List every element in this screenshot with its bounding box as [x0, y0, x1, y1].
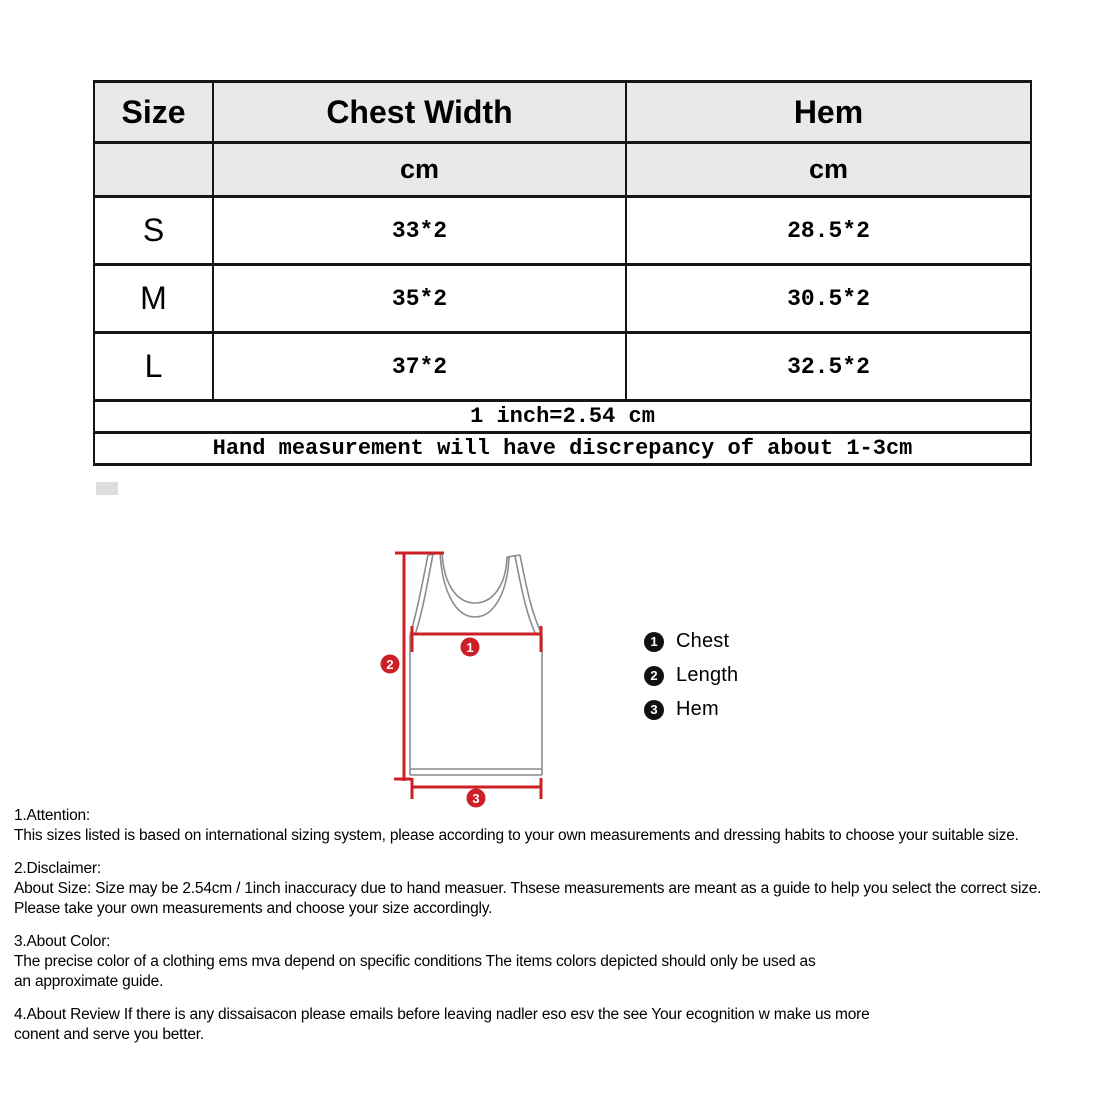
measurement-legend	[644, 630, 738, 732]
svg-text:2: 2	[386, 657, 394, 672]
measurement-lines	[394, 552, 542, 799]
measurement-note: Hand measurement will have discrepancy of about 1-3cm	[94, 433, 1031, 465]
chest-value-cell: 33*2	[213, 197, 626, 265]
garment-outline	[410, 552, 542, 775]
svg-text:1: 1	[466, 640, 474, 655]
conversion-note-row	[94, 401, 1031, 433]
size-cell: S	[94, 197, 213, 265]
note-text: 4.About Review If there is any dissaisacon please emails before leaving nadler eso esv the see Your ecognition w make us more	[14, 1006, 870, 1023]
legend-item-chest	[644, 630, 738, 653]
note-text: This sizes listed is based on international sizing system, please according to your own measurements and dressing habits to choose your suitable size.	[14, 827, 1019, 844]
circled-number-icon: 3	[644, 700, 664, 720]
marker-chest	[461, 638, 480, 657]
notes-block	[14, 806, 1100, 1058]
table-row-m	[94, 265, 1031, 333]
note-disclaimer	[14, 859, 1100, 919]
note-heading: 1.Attention:	[14, 807, 91, 824]
size-cell: M	[94, 265, 213, 333]
table-header-row	[94, 82, 1031, 143]
note-attention	[14, 806, 1100, 846]
image-artifact	[96, 482, 118, 495]
svg-text:3: 3	[472, 791, 480, 806]
tank-top-diagram	[365, 540, 575, 825]
hem-value-cell: 32.5*2	[626, 333, 1031, 401]
measurement-note-row	[94, 433, 1031, 465]
hem-value-cell: 28.5*2	[626, 197, 1031, 265]
note-about-color	[14, 932, 1100, 992]
note-text: an approximate guide.	[14, 973, 164, 990]
legend-label: Length	[676, 664, 739, 686]
note-heading: 2.Disclaimer:	[14, 860, 101, 877]
size-cell: L	[94, 333, 213, 401]
table-row-s	[94, 197, 1031, 265]
legend-label: Chest	[676, 630, 730, 652]
unit-cell-chest: cm	[213, 143, 626, 197]
note-about-review	[14, 1005, 1100, 1045]
note-text: About Size: Size may be 2.54cm / 1inch inaccuracy due to hand measuer. Thsese measurements are meant as a guide to help you select the correct size.	[14, 880, 1042, 897]
note-text: conent and serve you better.	[14, 1026, 205, 1043]
legend-label: Hem	[676, 698, 719, 720]
conversion-note: 1 inch=2.54 cm	[94, 401, 1031, 433]
circled-number-icon: 1	[644, 632, 664, 652]
chest-value-cell: 37*2	[213, 333, 626, 401]
size-chart-table	[93, 80, 1032, 466]
chest-value-cell: 35*2	[213, 265, 626, 333]
column-header-size: Size	[94, 82, 213, 143]
column-header-hem: Hem	[626, 82, 1031, 143]
hem-value-cell: 30.5*2	[626, 265, 1031, 333]
table-row-l	[94, 333, 1031, 401]
unit-cell-hem: cm	[626, 143, 1031, 197]
unit-cell-empty	[94, 143, 213, 197]
legend-item-length	[644, 664, 738, 687]
column-header-chest-width: Chest Width	[213, 82, 626, 143]
marker-length	[381, 655, 400, 674]
note-heading: 3.About Color:	[14, 933, 111, 950]
legend-item-hem	[644, 698, 738, 721]
circled-number-icon: 2	[644, 666, 664, 686]
note-text: The precise color of a clothing ems mva depend on specific conditions The items colors depicted should only be used as	[14, 953, 816, 970]
note-text: Please take your own measurements and choose your size accordingly.	[14, 900, 493, 917]
marker-hem	[467, 789, 486, 808]
unit-row	[94, 143, 1031, 197]
